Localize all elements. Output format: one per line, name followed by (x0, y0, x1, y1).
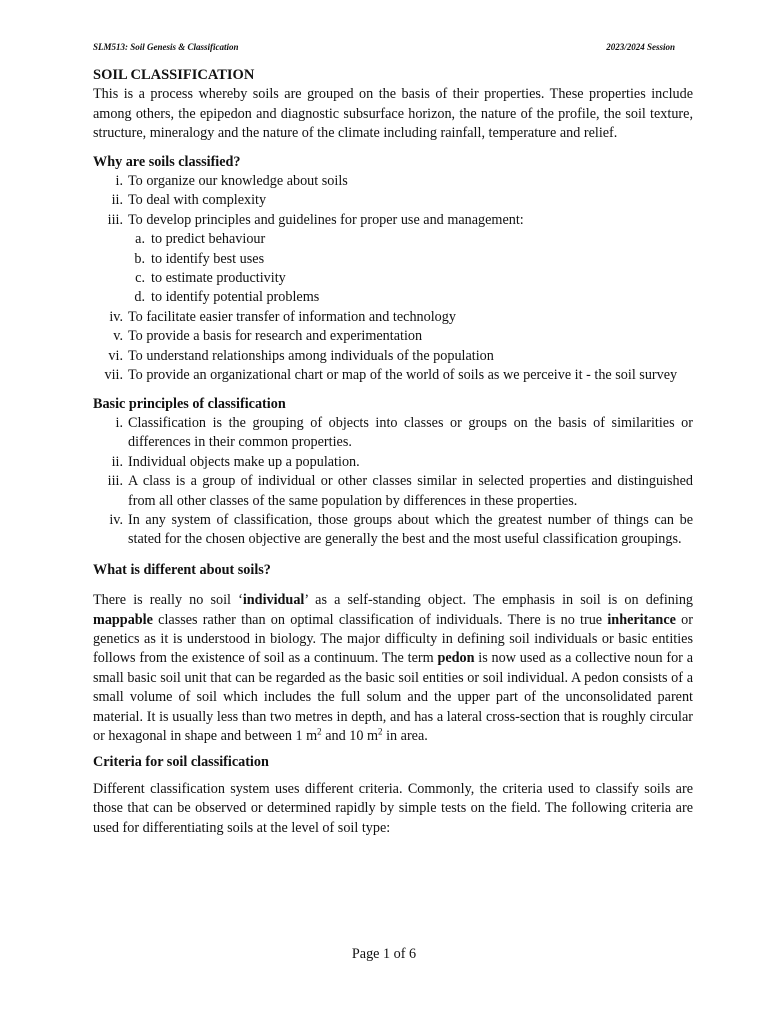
list-item: iii. To develop principles and guidelines for proper use and management: (107, 211, 524, 228)
section-heading-why: Why are soils classified? (93, 153, 241, 170)
list-item: i. To organize our knowledge about soils (115, 173, 348, 190)
principles-list (93, 414, 693, 550)
page-title: SOIL CLASSIFICATION (93, 67, 255, 83)
criteria-paragraph: Different classification system uses different criteria. Commonly, the criteria used to classify soils are those that can be observed or determined rapidly by simple tests on the field. The following criteria are used for differentiating soils at the level of soil type: (93, 780, 693, 836)
header-session: 2023/2024 Session (606, 42, 675, 52)
section-heading-different: What is different about soils? (93, 561, 271, 578)
list-item: vii. To provide an organizational chart or map of the world of soils as we perceive it - the soil survey (104, 367, 678, 384)
list-item: iv. To facilitate easier transfer of information and technology (109, 308, 456, 325)
header-course: SLM513: Soil Genesis & Classification (93, 42, 239, 52)
list-item: v. To provide a basis for research and experimentation (113, 328, 423, 345)
why-list (93, 172, 693, 385)
different-paragraph: There is really no soil ‘individual’ as a self-standing object. The emphasis in soil is on defining mappable classes rather than on optimal classification of individuals. There is no true inheritance or genetics as it is understood in biology. The major difficulty in defining soil individuals or basic entities follows from the existence of soil as a continuum. The term pedon is now used as a collective noun for a small basic soil unit that can be regarded as the basic soil entities or soil individual. A pedon consists of a small volume of soil which includes the full solum and the upper part of the unconsolidated parent material. It is usually less than two metres in depth, and has a lateral cross-section that is roughly circular or hexagonal in shape and between 1 $m^2$ and 10 $m^2$ in area. (93, 592, 694, 744)
sublist-item: d. to identify potential problems (134, 289, 320, 306)
list-item: i. Classification is the grouping of objects into classes or groups on the basis of similarities or differences in their common properties. (115, 414, 693, 451)
sublist-container (93, 230, 693, 308)
list-item: vi. To understand relationships among individuals of the population (108, 347, 494, 364)
section-heading-criteria: Criteria for soil classification (93, 754, 269, 771)
running-header (93, 42, 675, 52)
sublist-item: b. to identify best uses (134, 250, 265, 267)
why-sublist (93, 230, 693, 308)
page-content (93, 66, 693, 838)
list-item: iv. In any system of classification, those groups about which the greatest number of things can be stated for the chosen objective are generally the best and the most useful classification groupings. (109, 511, 693, 548)
sublist-item: a. to predict behaviour (135, 231, 266, 248)
page-number: Page 1 of 6 (351, 946, 417, 962)
list-item: iii. A class is a group of individual or other classes similar in selected properties and distinguished from all other classes of the same population by differences in these properties. (107, 473, 693, 509)
sublist-item: c. to estimate productivity (135, 270, 286, 287)
intro-paragraph: This is a process whereby soils are grouped on the basis of their properties. These properties include among others, the epipedon and diagnostic subsurface horizon, the nature of the profile, the soil texture, structure, mineralogy and the nature of the climate including rainfall, temperature and relief. (93, 86, 693, 142)
list-item: ii. Individual objects make up a population. (111, 453, 360, 470)
list-item: ii. To deal with complexity (111, 192, 267, 209)
section-heading-principles: Basic principles of classification (93, 395, 286, 412)
